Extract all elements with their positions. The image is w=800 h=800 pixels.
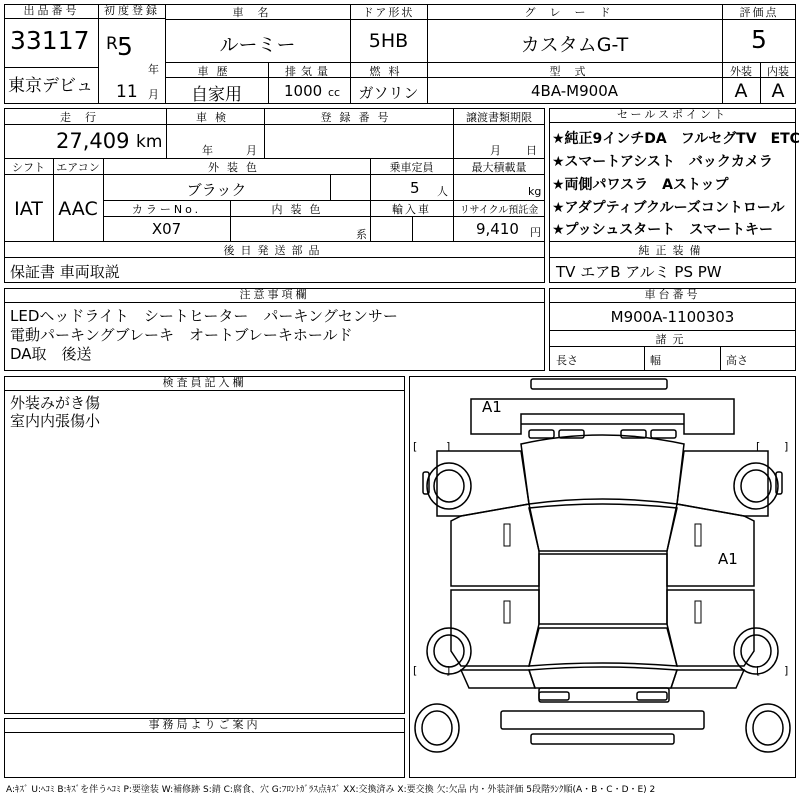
mileage-label: 走行 <box>60 111 110 124</box>
shift-value: IAT <box>14 198 43 220</box>
max-load-label: 最大積載量 <box>471 161 527 174</box>
sales-point-4: ★アダプティブクルーズコントロール <box>552 200 785 216</box>
shift-label: シフト <box>12 161 45 174</box>
bracket-right-4: ] <box>784 664 789 677</box>
first-reg-month-unit: 月 <box>148 88 159 101</box>
inspection-label: 車検 <box>196 111 234 124</box>
notes-line-3: DA取 後送 <box>10 345 92 363</box>
bracket-left-4: [ <box>756 664 761 677</box>
bracket-right-2: ] <box>784 440 789 453</box>
equipment-label: 純正装備 <box>638 244 707 257</box>
first-reg-era: R <box>106 34 118 54</box>
import-label: 輸入車 <box>392 203 431 216</box>
dims-height: 高さ <box>726 354 748 367</box>
notes-label: 注意事項欄 <box>4 288 545 303</box>
mileage-value: 27,409 <box>56 129 130 153</box>
later-parts-value: 保証書 車両取説 <box>10 263 120 281</box>
bracket-right-1: ] <box>446 440 451 453</box>
first-reg-month: 11 <box>116 82 138 102</box>
bracket-left-1: [ <box>413 440 418 453</box>
transfer-month-unit: 月 <box>490 144 501 157</box>
office-label: 事務局よりご案内 <box>4 718 405 733</box>
displacement-unit: cc <box>328 86 341 99</box>
notes-line-2: 電動パーキングブレーキ オートブレーキホールド <box>10 326 353 344</box>
sales-point-2: ★スマートアシスト バックカメラ <box>552 154 773 170</box>
model-label: 型式 <box>549 65 600 78</box>
interior-grade-label: 内装 <box>767 65 789 78</box>
ac-label: エアコン <box>56 161 100 174</box>
fuel-label: 燃料 <box>369 65 408 78</box>
ext-color-value: ブラック <box>186 181 247 199</box>
dims-length: 長さ <box>556 354 578 367</box>
grade-label: グレード <box>524 6 625 19</box>
damage-mark-1: A1 <box>482 398 502 416</box>
lot-no-value: 33117 <box>10 26 90 55</box>
grade-value: カスタムG-T <box>520 34 629 56</box>
dims-label: 諸元 <box>655 333 690 346</box>
int-color-label: 内装色 <box>271 203 329 216</box>
car-name-value: ルーミー <box>219 34 296 56</box>
ext-color-label: 外装色 <box>208 161 265 174</box>
recycle-unit: 円 <box>530 226 541 239</box>
color-no-value: X07 <box>151 220 182 238</box>
chassis-label: 車台番号 <box>549 288 796 303</box>
transfer-deadline-label: 譲渡書類期限 <box>466 111 532 124</box>
exterior-grade-label: 外装 <box>730 65 752 78</box>
bracket-left-3: [ <box>413 664 418 677</box>
model-value: 4BA-M900A <box>530 82 618 100</box>
capacity-unit: 人 <box>437 185 448 198</box>
score-label: 評価点 <box>739 6 779 19</box>
inspector-line-2: 室内内張傷小 <box>10 412 101 430</box>
chassis-value: M900A-1100303 <box>610 308 735 326</box>
car-diagram <box>409 376 796 778</box>
inspection-year-unit: 年 <box>202 144 213 157</box>
recycle-label: リサイクル預託金 <box>459 205 539 216</box>
inspector-label: 検査員記入欄 <box>4 376 405 391</box>
damage-mark-2: A1 <box>718 550 738 568</box>
capacity-label: 乗車定員 <box>389 161 434 174</box>
lot-no-label: 出品番号 <box>4 4 99 19</box>
sales-point-3: ★両側パワスラ Aストップ <box>552 177 729 193</box>
doors-value: 5HB <box>368 30 409 52</box>
displacement-label: 排気量 <box>285 65 333 78</box>
sales-point-5: ★プッシュスタート スマートキー <box>552 222 774 238</box>
recycle-value: 9,410 <box>476 220 519 238</box>
fuel-value: ガソリン <box>358 84 419 102</box>
capacity-value: 5 <box>410 179 420 197</box>
first-reg-label: 初度登録 <box>98 4 166 19</box>
inspection-month-unit: 月 <box>246 144 257 157</box>
venue: 東京デビュ <box>8 76 93 96</box>
color-no-label: カラーNo. <box>131 203 202 216</box>
transfer-day-unit: 日 <box>526 144 537 157</box>
later-parts-label: 後日発送部品 <box>223 244 326 257</box>
first-reg-year-unit: 年 <box>148 63 159 76</box>
notes-line-1: LEDヘッドライト シートヒーター パーキングセンサー <box>10 307 398 325</box>
ac-value: AAC <box>58 198 98 220</box>
max-load-unit: kg <box>528 185 542 198</box>
doors-label: ドア形状 <box>362 6 415 19</box>
score-value: 5 <box>751 25 767 54</box>
bracket-right-3: ] <box>446 664 451 677</box>
reg-no-label: 登録番号 <box>320 111 397 124</box>
equipment-value: TV エアB アルミ PS PW <box>556 263 722 281</box>
history-label: 車歴 <box>197 65 236 78</box>
legend: A:ｷｽﾞ U:ﾍｺﾐ B:ｷｽﾞを伴うﾍｺﾐ P:要塗装 W:補修跡 S:錆 C:腐食、穴 G:ﾌﾛﾝﾄｶﾞﾗｽ点ｷｽﾞ XX:交換済み X:要交換 欠:欠品 内・外装評価 5段階ﾗﾝｸ順(A・B・C・D・E) 2 <box>6 785 656 795</box>
int-color-unit: 系 <box>356 228 367 241</box>
displacement-value: 1000 <box>284 82 323 100</box>
car-name-label: 車名 <box>232 6 283 19</box>
bracket-left-2: [ <box>756 440 761 453</box>
interior-grade-value: A <box>771 80 785 102</box>
first-reg-year: 5 <box>117 32 133 61</box>
sales-point-1: ★純正9インチDA フルセグTV ETC <box>552 131 800 147</box>
sales-points-label: セールスポイント <box>549 108 796 123</box>
mileage-unit: km <box>136 132 163 152</box>
exterior-grade-value: A <box>734 80 748 102</box>
history-value: 自家用 <box>191 85 242 105</box>
inspector-line-1: 外装みがき傷 <box>10 394 101 412</box>
dims-width: 幅 <box>650 354 661 367</box>
